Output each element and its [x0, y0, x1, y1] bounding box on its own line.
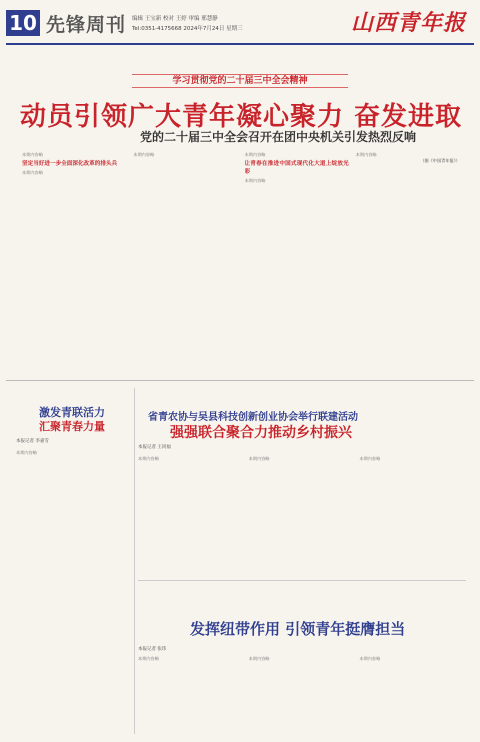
date-info: Tel:0351-4175668 2024年7月24日 星期三	[132, 26, 243, 32]
main-headline: 动员引领广大青年凝心聚力 奋发进取	[20, 102, 463, 132]
body-column	[249, 456, 354, 552]
side-title-line1: 激发青联活力	[39, 406, 105, 419]
newspaper-logo: 山西青年报	[350, 10, 466, 36]
body-column	[245, 152, 349, 286]
body-text: 本期内容略	[133, 152, 155, 157]
third-article-body	[138, 656, 464, 734]
column-divider	[134, 388, 135, 734]
body-text: 本期内容略	[138, 456, 159, 461]
body-column	[249, 656, 354, 734]
body-text: 本期内容略	[22, 170, 43, 176]
third-byline: 本报记者 张玮	[138, 647, 167, 652]
body-column	[22, 152, 126, 286]
body-column	[133, 152, 237, 286]
source-note: （据《中国青年报》）	[420, 158, 460, 164]
section-divider	[6, 380, 474, 381]
body-text: 本期内容略	[22, 152, 43, 157]
second-article-subtitle: 强强联合聚合力推动乡村振兴	[170, 425, 352, 441]
main-article-body	[22, 152, 460, 286]
article-divider	[138, 580, 466, 581]
main-subheadline: 党的二十届三中全会召开在团中央机关引发热烈反响	[140, 130, 417, 144]
body-text: 本期内容略	[355, 152, 377, 157]
section-subhead: 坚定当好进一步全面深化改革的排头兵	[22, 161, 118, 168]
side-article-body	[16, 450, 128, 726]
section-name: 先锋周刊	[46, 14, 127, 36]
body-column	[359, 656, 464, 734]
body-column	[138, 456, 243, 552]
header-rule	[6, 43, 474, 45]
body-column	[359, 456, 464, 552]
second-byline: 本报记者 王同福	[138, 445, 171, 450]
third-article-title: 发挥纽带作用 引领青年挺膺担当	[190, 620, 406, 638]
side-title-line2: 汇聚青春力量	[39, 420, 105, 433]
body-text: 本期内容略	[138, 656, 159, 661]
second-article-title: 省青农协与吴县科技创新创业协会举行联建活动	[148, 412, 358, 423]
section-subhead: 让青春在推进中国式现代化大道上绽放光彩	[244, 161, 349, 176]
body-text: 本期内容略	[248, 456, 270, 461]
side-byline: 本报记者 李嘉雪	[16, 439, 49, 444]
body-text: 本期内容略	[244, 178, 266, 184]
body-text: 本期内容略	[359, 456, 381, 461]
page-header	[0, 0, 480, 44]
body-column	[138, 656, 243, 734]
side-article-title	[16, 406, 128, 434]
second-article-body	[138, 456, 464, 552]
body-text: 本期内容略	[16, 450, 37, 455]
body-text: 本期内容略	[248, 656, 270, 661]
body-text: 本期内容略	[244, 152, 266, 157]
body-text: 本期内容略	[359, 656, 381, 661]
page-number: 10	[6, 10, 40, 36]
body-column	[356, 152, 460, 286]
topic-banner: 学习贯彻党的二十届三中全会精神	[132, 74, 348, 88]
editor-info: 编辑 王宝新 校对 王婷 审编 邢慧静	[132, 16, 218, 22]
